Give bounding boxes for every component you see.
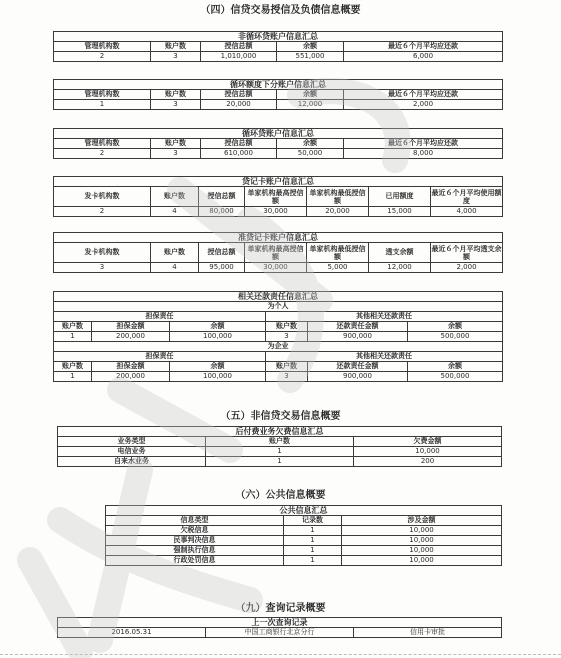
header-cell: 业务类型 xyxy=(58,437,206,447)
data-cell: 2,000 xyxy=(431,263,503,273)
data-cell: 行政处罚信息 xyxy=(106,556,284,566)
data-cell: 4 xyxy=(151,263,199,273)
header-cell: 最近６个月平均应还款 xyxy=(344,139,503,149)
data-cell: 5,000 xyxy=(307,263,369,273)
data-cell: 50,000 xyxy=(277,149,344,159)
table-caption: 公共信息汇总 xyxy=(106,506,502,516)
data-cell: 10,000 xyxy=(342,536,502,546)
header-cell: 欠费金额 xyxy=(354,437,502,447)
header-cell: 最近６个月平均应还款 xyxy=(344,42,503,52)
header-cell: 最近６个月平均应还款 xyxy=(344,90,503,100)
data-cell: 3 xyxy=(266,332,308,342)
header-cell: 授信总额 xyxy=(201,90,277,100)
data-cell: 200 xyxy=(354,457,502,467)
table-row xyxy=(106,526,502,536)
data-cell: 1 xyxy=(284,556,342,566)
revolving-table xyxy=(53,128,503,159)
guarantee-table xyxy=(53,291,503,382)
data-cell: 1 xyxy=(284,536,342,546)
data-cell: 500,000 xyxy=(408,332,503,342)
header-cell: 担保金额 xyxy=(92,322,170,332)
data-cell: 3 xyxy=(151,149,201,159)
data-cell: 200,000 xyxy=(92,332,170,342)
header-cell: 还款责任金额 xyxy=(308,322,408,332)
data-cell: 30,000 xyxy=(245,263,307,273)
section-5-title: （五）非信贷交易信息概要 xyxy=(220,411,341,422)
data-cell: 1 xyxy=(284,526,342,536)
data-cell: 2,000 xyxy=(344,100,503,110)
table-row xyxy=(58,447,502,457)
data-cell: 95,000 xyxy=(199,263,245,273)
nonrevolving-table xyxy=(53,31,503,62)
table-caption: 循环贷账户信息汇总 xyxy=(54,129,503,139)
header-cell: 授信总额 xyxy=(199,187,245,207)
data-cell: 强制执行信息 xyxy=(106,546,284,556)
data-cell: 20,000 xyxy=(307,207,369,217)
header-cell: 授信总额 xyxy=(201,139,277,149)
data-cell: 100,000 xyxy=(170,372,266,382)
data-cell: 1 xyxy=(284,546,342,556)
data-cell: 80,000 xyxy=(199,207,245,217)
header-cell: 发卡机构数 xyxy=(54,187,151,207)
header-cell: 单家机构最高授信额 xyxy=(245,187,307,207)
header-cell: 单家机构最高授信额 xyxy=(245,243,307,263)
header-cell: 余额 xyxy=(170,322,266,332)
data-cell: 民事判决信息 xyxy=(106,536,284,546)
table-caption: 贷记卡账户信息汇总 xyxy=(54,177,503,187)
table-caption: 准贷记卡账户信息汇总 xyxy=(54,233,503,243)
data-cell: 自来水业务 xyxy=(58,457,206,467)
header-cell: 涉及金额 xyxy=(342,516,502,526)
table-row xyxy=(58,628,502,638)
data-cell: 2 xyxy=(54,149,151,159)
header-cell: 授信总额 xyxy=(201,42,277,52)
header-cell: 账户数 xyxy=(206,437,354,447)
data-cell: 551,000 xyxy=(277,52,344,62)
header-cell: 余额 xyxy=(408,322,503,332)
data-cell: 2 xyxy=(54,52,151,62)
page-cut-line xyxy=(0,654,561,655)
public-info-table xyxy=(105,505,502,566)
data-cell: 3 xyxy=(266,372,308,382)
table-caption: 相关还款责任信息汇总 xyxy=(54,292,503,302)
data-cell: 3 xyxy=(151,52,201,62)
guarantee-label: 担保责任 xyxy=(54,312,266,322)
data-cell: 500,000 xyxy=(408,372,503,382)
data-cell: 3 xyxy=(151,100,201,110)
data-cell: 12,000 xyxy=(277,100,344,110)
header-cell: 单家机构最低授信额 xyxy=(307,187,369,207)
table-row xyxy=(106,536,502,546)
section-6-title: （六）公共信息概要 xyxy=(235,490,326,501)
header-cell: 授信总额 xyxy=(199,243,245,263)
table-row xyxy=(106,546,502,556)
header-cell: 最近６个月平均使用额度 xyxy=(431,188,502,205)
data-cell: 1 xyxy=(206,447,354,457)
data-cell: 欠税信息 xyxy=(106,526,284,536)
data-cell: 10,000 xyxy=(342,546,502,556)
header-cell: 账户数 xyxy=(54,362,92,372)
data-cell: 30,000 xyxy=(245,207,307,217)
guarantee-label: 担保责任 xyxy=(54,352,266,362)
data-cell: 610,000 xyxy=(201,149,277,159)
data-cell: 20,000 xyxy=(201,100,277,110)
query-date: 2016.05.31 xyxy=(58,628,206,638)
data-cell: 4,000 xyxy=(431,207,503,217)
header-cell: 还款责任金额 xyxy=(308,362,408,372)
other-responsibility-label: 其他相关还款责任 xyxy=(266,352,503,362)
revolving-sub-table xyxy=(53,79,503,110)
data-cell: 1,010,000 xyxy=(201,52,277,62)
semi-credit-card-table xyxy=(53,232,503,273)
header-cell: 单家机构最低授信额 xyxy=(307,243,369,263)
data-cell: 8,000 xyxy=(344,149,503,159)
data-cell: 6,000 xyxy=(344,52,503,62)
other-responsibility-label: 其他相关还款责任 xyxy=(266,312,503,322)
data-cell: 900,000 xyxy=(308,332,408,342)
query-institution: 中国工商银行北京分行 xyxy=(206,628,354,638)
data-cell: 100,000 xyxy=(170,332,266,342)
data-cell: 1 xyxy=(54,332,92,342)
table-caption: 后付费业务欠费信息汇总 xyxy=(58,427,502,437)
header-cell: 账户数 xyxy=(151,243,199,263)
table-caption: 循环额度下分账户信息汇总 xyxy=(54,80,503,90)
data-cell: 2 xyxy=(54,207,151,217)
enterprise-label: 为企业 xyxy=(54,342,503,352)
header-cell: 账户数 xyxy=(151,90,201,100)
header-cell: 账户数 xyxy=(266,322,308,332)
header-cell: 余额 xyxy=(277,42,344,52)
postpaid-arrears-table xyxy=(57,426,502,467)
header-cell: 账户数 xyxy=(151,42,201,52)
table-caption: 上一次查询记录 xyxy=(58,618,502,628)
header-cell: 透支余额 xyxy=(369,243,431,263)
header-cell: 余额 xyxy=(277,139,344,149)
data-cell: 15,000 xyxy=(369,207,431,217)
header-cell: 发卡机构数 xyxy=(54,243,151,263)
data-cell: 12,000 xyxy=(369,263,431,273)
header-cell: 账户数 xyxy=(266,362,308,372)
header-cell: 余额 xyxy=(408,362,503,372)
data-cell: 4 xyxy=(151,207,199,217)
data-cell: 10,000 xyxy=(342,556,502,566)
header-cell: 已用额度 xyxy=(369,187,431,207)
data-cell: 1 xyxy=(54,100,151,110)
data-cell: 1 xyxy=(206,457,354,467)
header-cell: 最近６个月平均透支余额 xyxy=(431,244,502,261)
header-cell: 账户数 xyxy=(151,139,201,149)
section-4-title: （四）信贷交易授信及负债信息概要 xyxy=(200,5,361,16)
table-row xyxy=(106,556,502,566)
header-cell: 管理机构数 xyxy=(54,90,151,100)
header-cell: 账户数 xyxy=(54,322,92,332)
data-cell: 200,000 xyxy=(92,372,170,382)
header-cell: 担保金额 xyxy=(92,362,170,372)
data-cell: 900,000 xyxy=(308,372,408,382)
table-row xyxy=(58,457,502,467)
data-cell: 10,000 xyxy=(354,447,502,457)
header-cell: 余额 xyxy=(277,90,344,100)
last-query-table xyxy=(57,617,502,638)
data-cell: 电信业务 xyxy=(58,447,206,457)
data-cell: 10,000 xyxy=(342,526,502,536)
section-9-title: （九）查询记录概要 xyxy=(235,603,326,614)
header-cell: 余额 xyxy=(170,362,266,372)
header-cell: 管理机构数 xyxy=(54,42,151,52)
data-cell: 1 xyxy=(54,372,92,382)
header-cell: 记录数 xyxy=(284,516,342,526)
individual-label: 为个人 xyxy=(54,302,503,312)
credit-card-table xyxy=(53,176,503,217)
table-caption: 非循环贷账户信息汇总 xyxy=(54,32,503,42)
data-cell: 3 xyxy=(54,263,151,273)
header-cell: 管理机构数 xyxy=(54,139,151,149)
query-reason: 信用卡审批 xyxy=(354,628,502,638)
header-cell: 账户数 xyxy=(151,187,199,207)
header-cell: 信息类型 xyxy=(106,516,284,526)
